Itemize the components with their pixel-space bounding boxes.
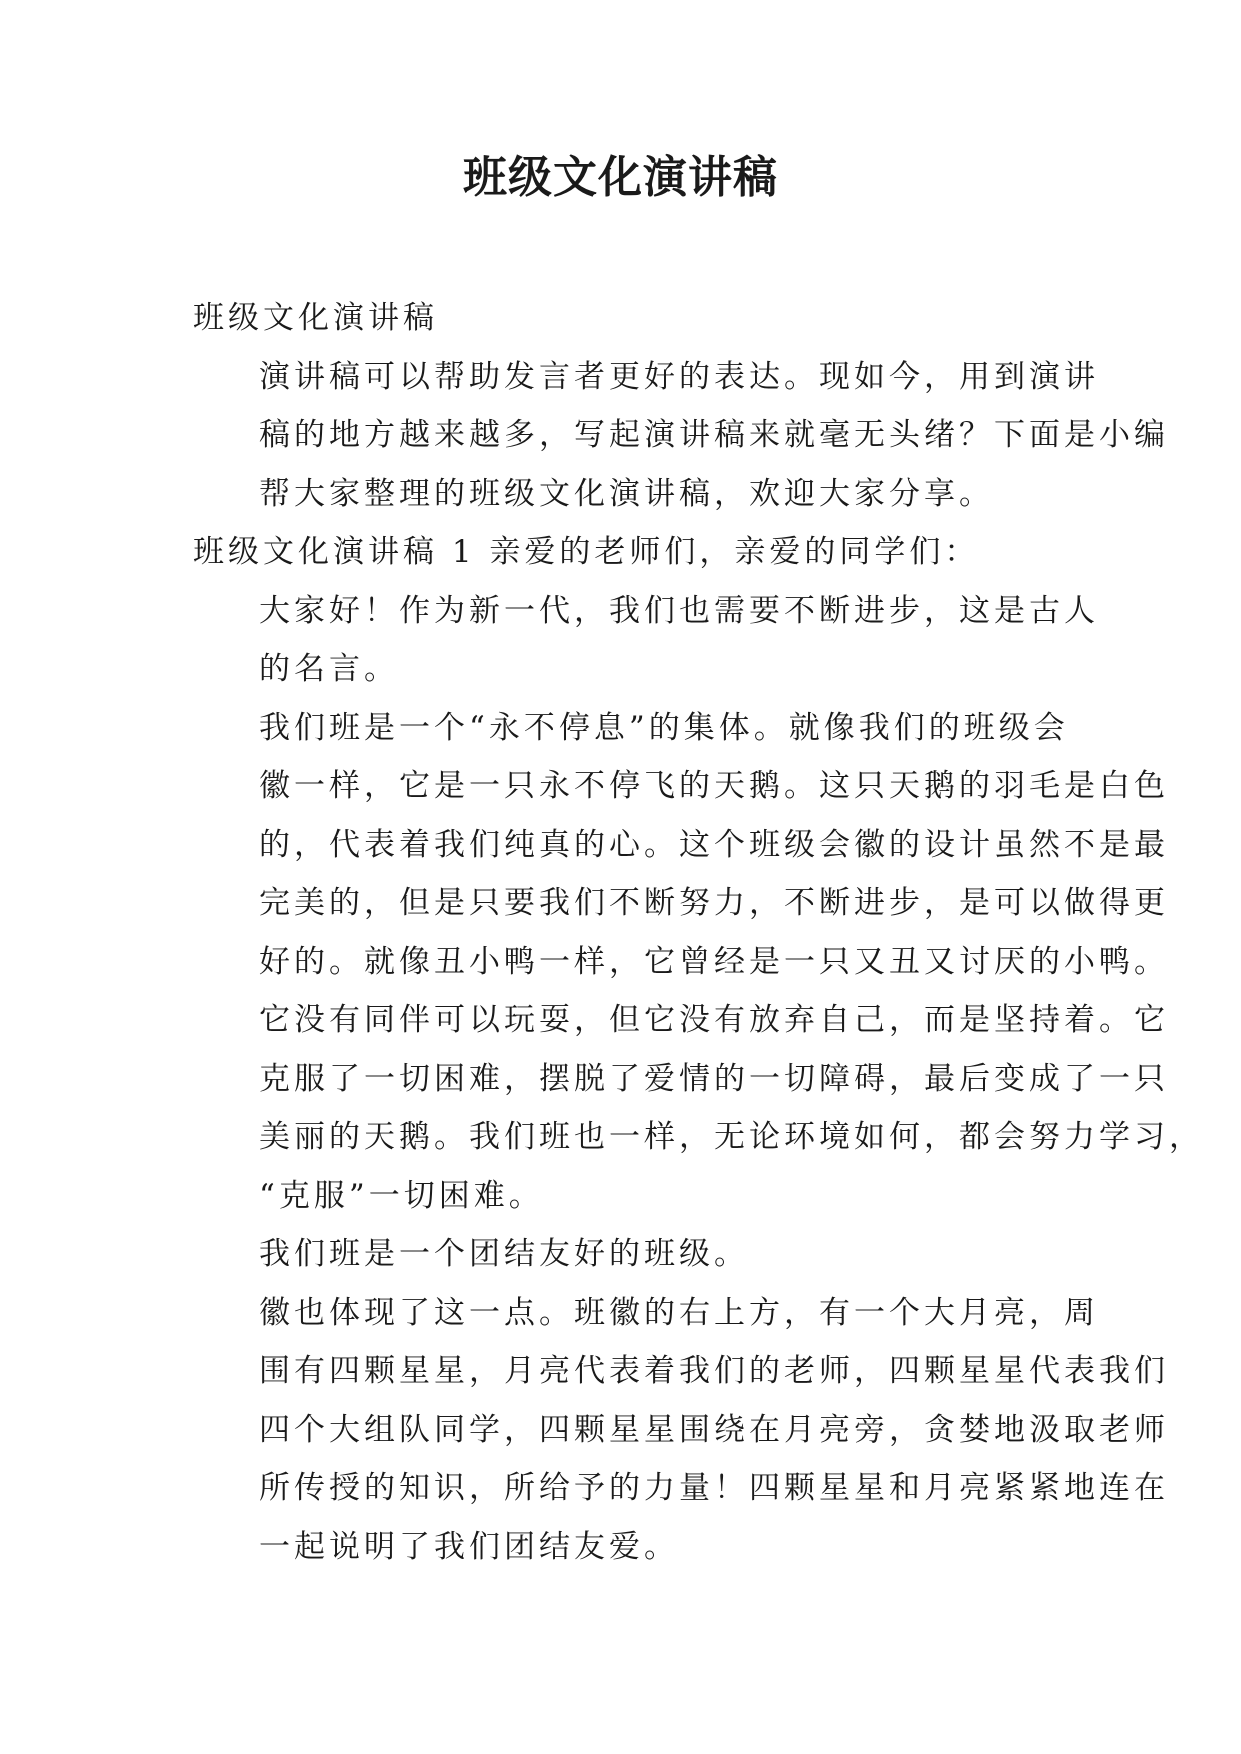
paragraph-section-heading	[193, 523, 1058, 582]
paragraph-unity	[193, 1225, 1058, 1284]
text-line: 大家好！作为新一代，我们也需要不断进步，这是古人	[259, 592, 1099, 629]
text-line: 的，代表着我们纯真的心。这个班级会徽的设计虽然不是最	[259, 826, 1169, 863]
text-line: 好的。就像丑小鸭一样，它曾经是一只又丑又讨厌的小鸭。	[259, 943, 1169, 980]
document-title: 班级文化演讲稿	[463, 152, 778, 203]
text-line: 的名言。	[259, 651, 399, 687]
text-line: 克服了一切困难，摆脱了爱情的一切障碍，最后变成了一只	[259, 1060, 1169, 1097]
text-line: 帮大家整理的班级文化演讲稿，欢迎大家分享。	[259, 475, 994, 512]
paragraph-intro	[193, 348, 1169, 524]
document-body	[193, 289, 1204, 1576]
text-line: 四个大组队同学，四颗星星围绕在月亮旁，贪婪地汲取老师	[259, 1411, 1169, 1448]
text-line: 演讲稿可以帮助发言者更好的表达。现如今，用到演讲	[259, 358, 1099, 395]
text-line: 徽一样，它是一只永不停飞的天鹅。这只天鹅的羽毛是白色	[259, 768, 1169, 804]
paragraph-heading	[193, 289, 1058, 348]
text-line: 一起说明了我们团结友爱。	[259, 1528, 679, 1565]
text-line: 我们班是一个团结友好的班级。	[259, 1236, 749, 1272]
text-line: 围有四颗星星，月亮代表着我们的老师，四颗星星代表我们	[259, 1353, 1169, 1389]
text-line: 我们班是一个“永不停息”的集体。就像我们的班级会	[259, 709, 1069, 746]
text-line: 所传授的知识，所给予的力量！四颗星星和月亮紧紧地连在	[259, 1470, 1169, 1506]
paragraph-greeting	[193, 582, 1099, 699]
text-line: 班级文化演讲稿 1 亲爱的老师们，亲爱的同学们：	[193, 534, 980, 570]
text-line: 完美的，但是只要我们不断努力，不断进步，是可以做得更	[259, 885, 1169, 921]
text-line: 稿的地方越来越多，写起演讲稿来就毫无头绪？下面是小编	[259, 417, 1169, 453]
paragraph-swan	[193, 699, 1204, 1226]
text-line: 它没有同伴可以玩耍，但它没有放弃自己，而是坚持着。它	[259, 1002, 1169, 1038]
text-line: 徽也体现了这一点。班徽的右上方，有一个大月亮，周	[259, 1294, 1099, 1331]
paragraph-badge	[193, 1284, 1169, 1577]
text-line: 美丽的天鹅。我们班也一样，无论环境如何，都会努力学习，	[259, 1119, 1204, 1155]
text-line: “克服”一切困难。	[259, 1177, 544, 1214]
text-line: 班级文化演讲稿	[193, 300, 438, 336]
